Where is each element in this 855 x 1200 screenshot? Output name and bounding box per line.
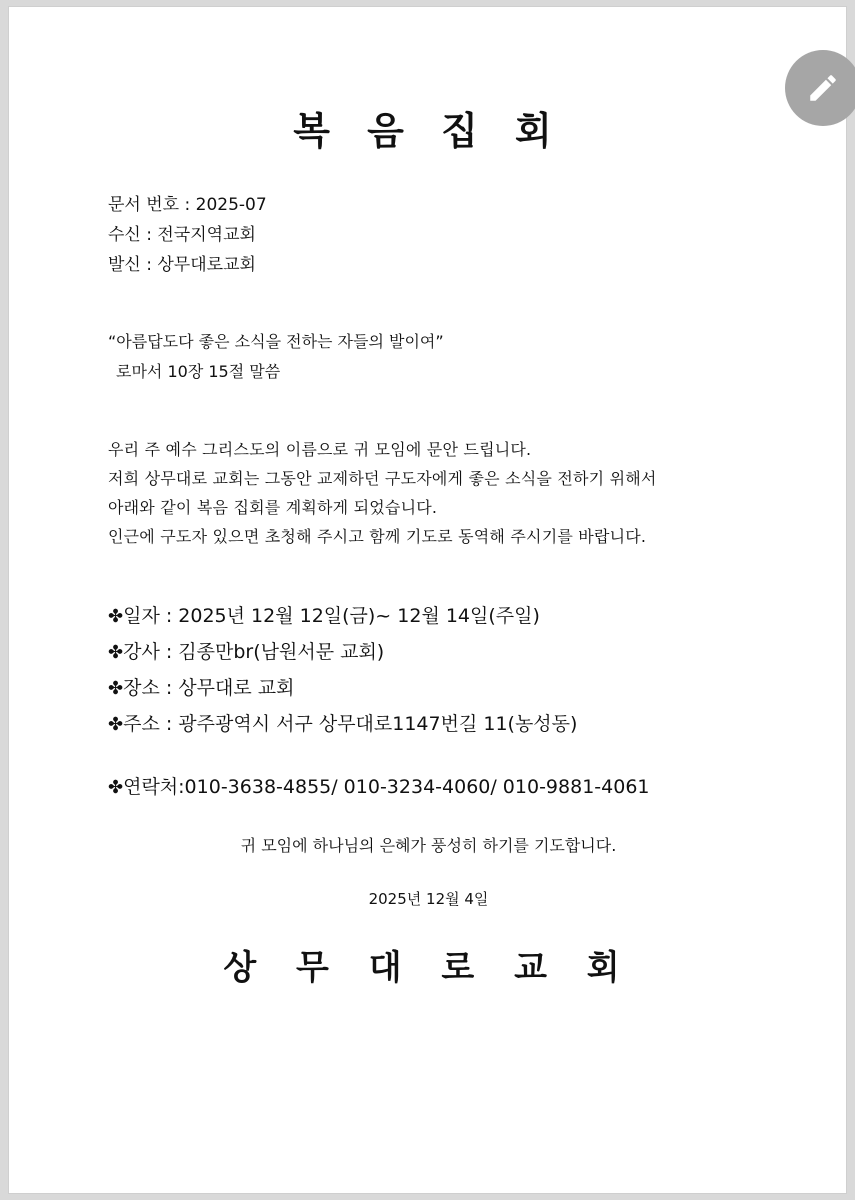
clover-bullet-icon: ✤ [108,678,124,699]
sender: 발신 : 상무대로교회 [108,255,256,275]
detail-text: 장소 : 상무대로 교회 [123,677,295,699]
pencil-icon [806,71,840,105]
scripture-source: 로마서 10장 15절 말씀 [116,362,281,381]
detail-date [108,601,540,628]
body-line: 인근에 구도자 있으면 초청해 주시고 함께 기도로 동역해 주시기를 바랍니다. [108,527,647,546]
document-title: 복 음 집 회 [293,109,564,153]
document-number: 문서 번호 : 2025-07 [108,195,267,215]
document-page [8,6,847,1194]
contact-text: 연락처:010-3638-4855/ 010-3234-4060/ 010-9881-4061 [123,776,650,798]
issue-date: 2025년 12월 4일 [368,890,489,908]
signature: 상 무 대 로 교 회 [223,948,634,988]
clover-bullet-icon: ✤ [108,714,124,735]
clover-bullet-icon: ✤ [108,642,124,663]
body-line: 저희 상무대로 교회는 그동안 교제하던 구도자에게 좋은 소식을 전하기 위해서 [108,469,657,488]
detail-speaker [108,637,384,664]
scripture-quote: “아름답도다 좋은 소식을 전하는 자들의 발이여” [108,332,444,351]
body-line: 아래와 같이 복음 집회를 계획하게 되었습니다. [108,498,438,517]
body-line: 우리 주 예수 그리스도의 이름으로 귀 모임에 문안 드립니다. [108,440,532,459]
detail-text: 강사 : 김종만br(남원서문 교회) [123,641,385,663]
detail-address [108,709,577,736]
clover-bullet-icon: ✤ [108,777,124,798]
detail-text: 주소 : 광주광역시 서구 상무대로1147번길 11(농성동) [123,713,578,735]
edit-button[interactable] [785,50,855,126]
clover-bullet-icon: ✤ [108,606,124,627]
contact-line [108,772,650,799]
recipient: 수신 : 전국지역교회 [108,225,256,245]
detail-place [108,673,294,700]
closing-prayer: 귀 모임에 하나님의 은혜가 풍성히 하기를 기도합니다. [240,836,617,855]
detail-text: 일자 : 2025년 12월 12일(금)~ 12월 14일(주일) [123,605,540,627]
